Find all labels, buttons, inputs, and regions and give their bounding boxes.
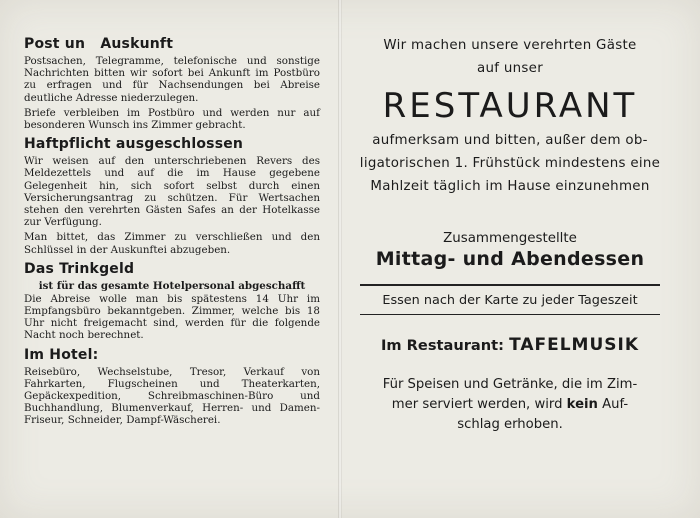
fuer-line-2 [352,395,668,415]
card-fold [338,0,342,518]
section-im-hotel [24,347,320,427]
essen-line: Essen nach der Karte zu jeder Tageszeit [382,293,638,308]
section-post [24,36,320,131]
post-text-1: Postsachen, Telegramme, telefonische und sonstige Nachrichten bitten wir sofort bei Ankunft im Postbüro zu erfragen und für Nachsendungen bei Abreise deutliche Adresse niederzulegen. [24,55,320,104]
haft-text-2: Man bittet, das Zimmer zu verschließen und den Schlüssel in der Auskunftei abzugeben. [24,231,320,256]
intro-line-1: Wir machen unsere verehrten Gäste [383,38,637,53]
hotel-text: Reisebüro, Wechselstube, Tresor, Verkauf von Fahrkarten, Flugscheinen und Theaterkarten, Gepäckexpedition, Schreibmaschinen-Büro und Buchhandlung, Blumenverkauf, Herren- und Damen-Friseur, Schneider, Dampf-Wäscherei. [24,365,320,427]
divider-top [360,284,660,286]
right-panel [352,34,668,435]
post-text-2: Briefe verbleiben im Postbüro und werden nur auf besonderen Wunsch ins Zimmer gebracht. [24,106,320,132]
hotel-heading: Im Hotel: [24,346,99,363]
restaurant-title: RESTAURANT [382,86,638,126]
intro-line-5: Mahlzeit täglich im Hause einzunehmen [370,179,650,194]
divider-bottom [360,314,660,315]
fuer-line-1: Für Speisen und Getränke, die im Zim- [382,377,638,392]
tafel-label: Im Restaurant: [380,337,510,354]
trink-subheading: ist für das gesamte Hotelpersonal abgeschafft [38,279,306,292]
left-panel [24,36,320,432]
tafelmusik-word: TAFELMUSIK [509,335,640,355]
haft-text-1: Wir weisen auf den unterschriebenen Revers des Meldezettels und auf die im Hause gegebene Gelegenheit hin, sich sofort selbst durch einen Versicherungsantrag zu schützen. Für Wertsachen stehen den verehrten Gästen Safes an der Hotelkasse zur Verfügung. [24,155,320,229]
kein-word: kein [566,397,598,412]
fuer-line-3: schlag erhoben. [457,417,563,432]
section-trinkgeld [24,261,320,342]
mittag-abendessen-title: Mittag- und Abendessen [375,248,645,270]
fuer-text-a: mer serviert werden, wird [391,397,567,412]
trink-heading: Das Trinkgeld [24,260,135,277]
intro-line-4: ligatorischen 1. Frühstück mindestens eine [359,156,661,171]
section-haftpflicht [24,136,320,256]
post-heading: Post un Auskunft [24,36,174,52]
trink-text: Die Abreise wolle man bis spätestens 14 Uhr im Empfangsbüro bekanntgeben. Zimmer, welche bis 18 Uhr nicht freigemacht sind, werden für die folgende Nacht noch berechnet. [24,292,320,342]
intro-line-2: auf unser [476,61,544,76]
fuer-text-b: Auf- [597,397,629,412]
intro-line-3: aufmerksam und bitten, außer dem ob- [372,133,648,148]
tafelmusik-line [352,335,668,355]
zusammengestellte-label: Zusammengestellte [443,231,577,246]
haft-heading: Haftpflicht ausgeschlossen [24,136,244,153]
